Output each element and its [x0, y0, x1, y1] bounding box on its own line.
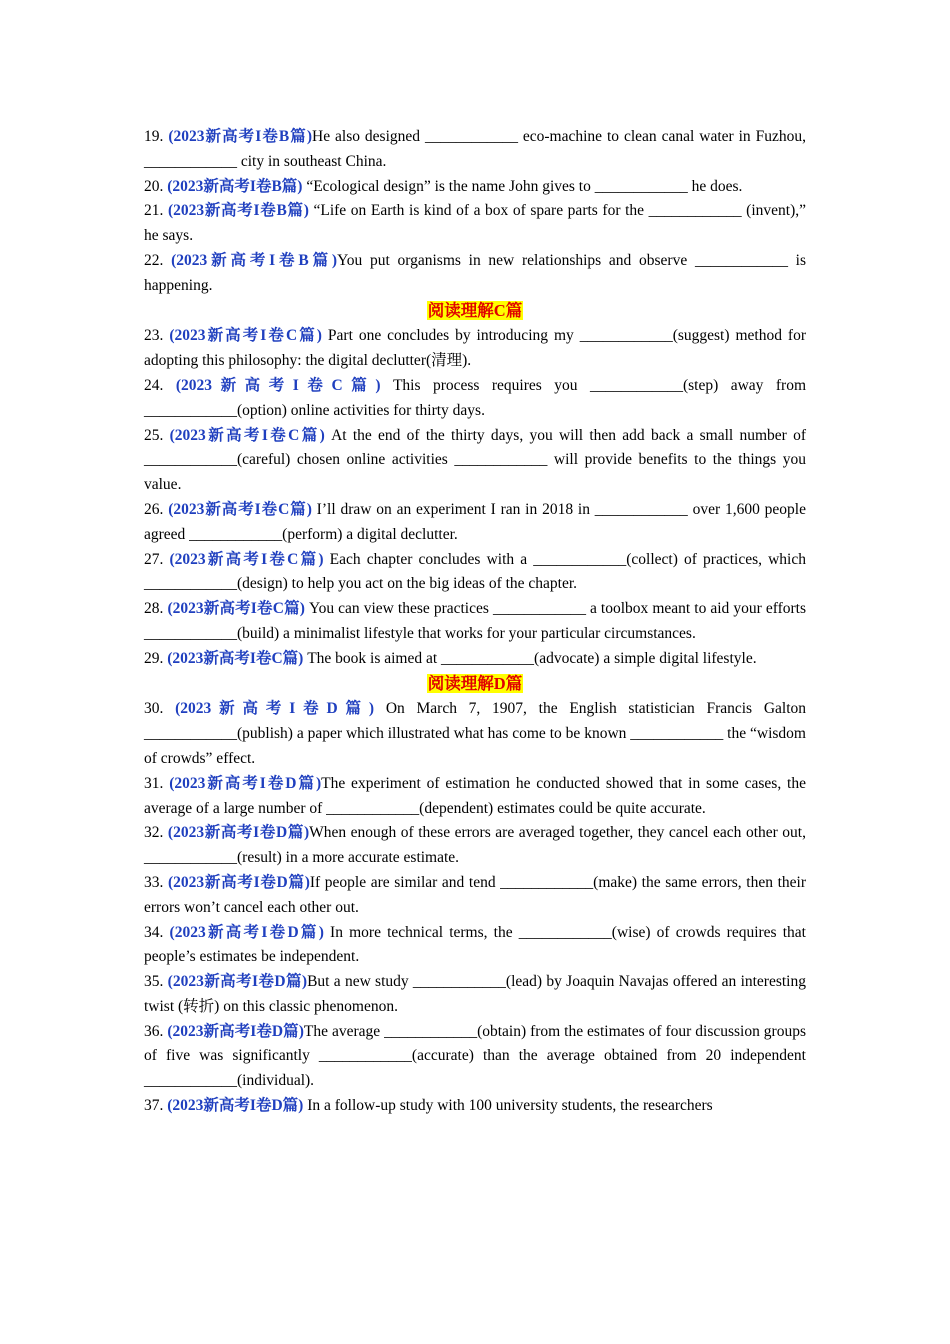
question-number: 29.: [144, 649, 164, 667]
question-source: (2023新高考I卷D篇): [167, 873, 310, 891]
question-number: 32.: [144, 824, 164, 842]
question-29: [144, 647, 806, 672]
question-source: (2023新高考I卷D篇): [167, 973, 308, 991]
section-heading-text: 阅读理解C篇: [427, 300, 523, 320]
question-number: 19.: [144, 128, 164, 145]
section-heading-d: [144, 672, 806, 698]
question-30: [144, 697, 806, 771]
question-source: (2023新高考I卷B篇): [167, 202, 309, 220]
question-text: If people are similar and tend ____________(make) the same errors, then their errors won’t cancel each other out.: [144, 873, 806, 916]
question-text: I’ll draw on an experiment I ran in 2018 in ____________ over 1,600 people agreed ____________(perform) a digital declutter.: [144, 500, 806, 543]
question-33: [144, 871, 806, 921]
question-25: [144, 424, 806, 498]
question-source: (2023新高考I卷C篇): [169, 327, 322, 345]
question-text: But a new study ____________(lead) by Joaquin Navajas offered an interesting twist (转折) on this classic phenomenon.: [144, 973, 806, 1015]
question-number: 28.: [144, 600, 164, 618]
question-20: [144, 175, 806, 200]
question-source: (2023新高考I卷C篇): [167, 600, 305, 618]
question-source: (2023新高考I卷B篇): [171, 251, 338, 269]
question-text: When enough of these errors are averaged together, they cancel each other out, ____________(result) in a more accurate estimate.: [144, 824, 806, 867]
question-source: (2023新高考I卷D篇): [169, 774, 322, 792]
question-36: [144, 1020, 806, 1094]
question-text: In a follow-up study with 100 university students, the researchers: [303, 1097, 713, 1115]
question-text: This process requires you ____________(step) away from ____________(option) online activities for thirty days.: [144, 376, 806, 419]
question-source: (2023新高考I卷D篇): [169, 923, 324, 941]
question-35: [144, 970, 806, 1020]
question-source: (2023新高考I卷C篇): [169, 426, 325, 444]
question-37: [144, 1094, 806, 1119]
question-text: The experiment of estimation he conducted showed that in some cases, the average of a large number of ____________(dependent) estimates could be quite accurate.: [144, 774, 806, 817]
question-text: At the end of the thirty days, you will then add back a small number of ____________(careful) chosen online activities ____________ will provide benefits to the things you value.: [144, 426, 806, 494]
section-heading-c: [144, 299, 806, 325]
question-number: 36.: [144, 1022, 164, 1040]
question-text: In more technical terms, the ____________(wise) of crowds requires that people’s estimates be independent.: [144, 923, 806, 966]
question-31: [144, 772, 806, 822]
question-number: 27.: [144, 550, 164, 568]
question-text: The average ____________(obtain) from the estimates of four discussion groups of five was significantly ____________(accurate) than the average obtained from 20 independent ____________(individual).: [144, 1022, 807, 1090]
question-number: 22.: [144, 251, 164, 269]
question-27: [144, 548, 806, 598]
question-text: You put organisms in new relationships and observe ____________ is happening.: [144, 251, 806, 294]
question-number: 35.: [144, 973, 164, 991]
question-23: [144, 324, 806, 374]
worksheet-page: [144, 125, 806, 1119]
question-text: You can view these practices ____________ a toolbox meant to aid your efforts ____________(build) a minimalist lifestyle that works for your particular circumstances.: [144, 600, 807, 642]
question-text: “Life on Earth is kind of a box of spare parts for the ____________ (invent),” he says.: [144, 202, 806, 245]
question-source: (2023新高考I卷D篇): [175, 700, 375, 718]
question-number: 21.: [144, 202, 164, 220]
question-24: [144, 374, 806, 424]
question-number: 26.: [144, 500, 164, 518]
question-number: 34.: [144, 923, 164, 941]
question-number: 25.: [144, 426, 164, 444]
question-text: He also designed ____________ eco-machine to clean canal water in Fuzhou, ____________ city in southeast China.: [144, 128, 806, 170]
question-28: [144, 597, 806, 647]
question-source: (2023新高考I卷B篇): [168, 128, 312, 145]
question-text: Each chapter concludes with a ____________(collect) of practices, which ____________(design) to help you act on the big ideas of the chapter.: [144, 550, 806, 593]
question-text: On March 7, 1907, the English statistician Francis Galton ____________(publish) a paper which illustrated what has come to be known ____________ the “wisdom of crowds” effect.: [144, 700, 807, 767]
question-number: 37.: [144, 1097, 164, 1115]
question-number: 24.: [144, 376, 164, 394]
question-source: (2023新高考I卷C篇): [169, 550, 324, 568]
question-number: 20.: [144, 177, 164, 195]
question-source: (2023新高考I卷D篇): [167, 824, 310, 842]
question-22: [144, 249, 806, 299]
question-text: The book is aimed at ____________(advocate) a simple digital lifestyle.: [303, 649, 757, 667]
question-26: [144, 498, 806, 548]
question-text: Part one concludes by introducing my ____________(suggest) method for adopting this philosophy: the digital declutter(清理).: [144, 327, 806, 370]
question-source: (2023新高考I卷C篇): [175, 376, 381, 394]
question-number: 30.: [144, 700, 164, 718]
question-number: 31.: [144, 774, 164, 792]
question-source: (2023新高考I卷D篇): [167, 1097, 304, 1115]
question-34: [144, 921, 806, 971]
question-source: (2023新高考I卷B篇): [167, 177, 303, 195]
section-heading-text: 阅读理解D篇: [427, 673, 523, 693]
question-21: [144, 199, 806, 249]
question-text: “Ecological design” is the name John gives to ____________ he does.: [302, 177, 743, 195]
question-number: 33.: [144, 873, 164, 891]
question-source: (2023新高考I卷C篇): [168, 500, 312, 518]
question-number: 23.: [144, 327, 164, 345]
question-32: [144, 821, 806, 871]
question-19: [144, 125, 806, 175]
question-source: (2023新高考I卷C篇): [167, 649, 304, 667]
question-source: (2023新高考I卷D篇): [167, 1022, 304, 1040]
